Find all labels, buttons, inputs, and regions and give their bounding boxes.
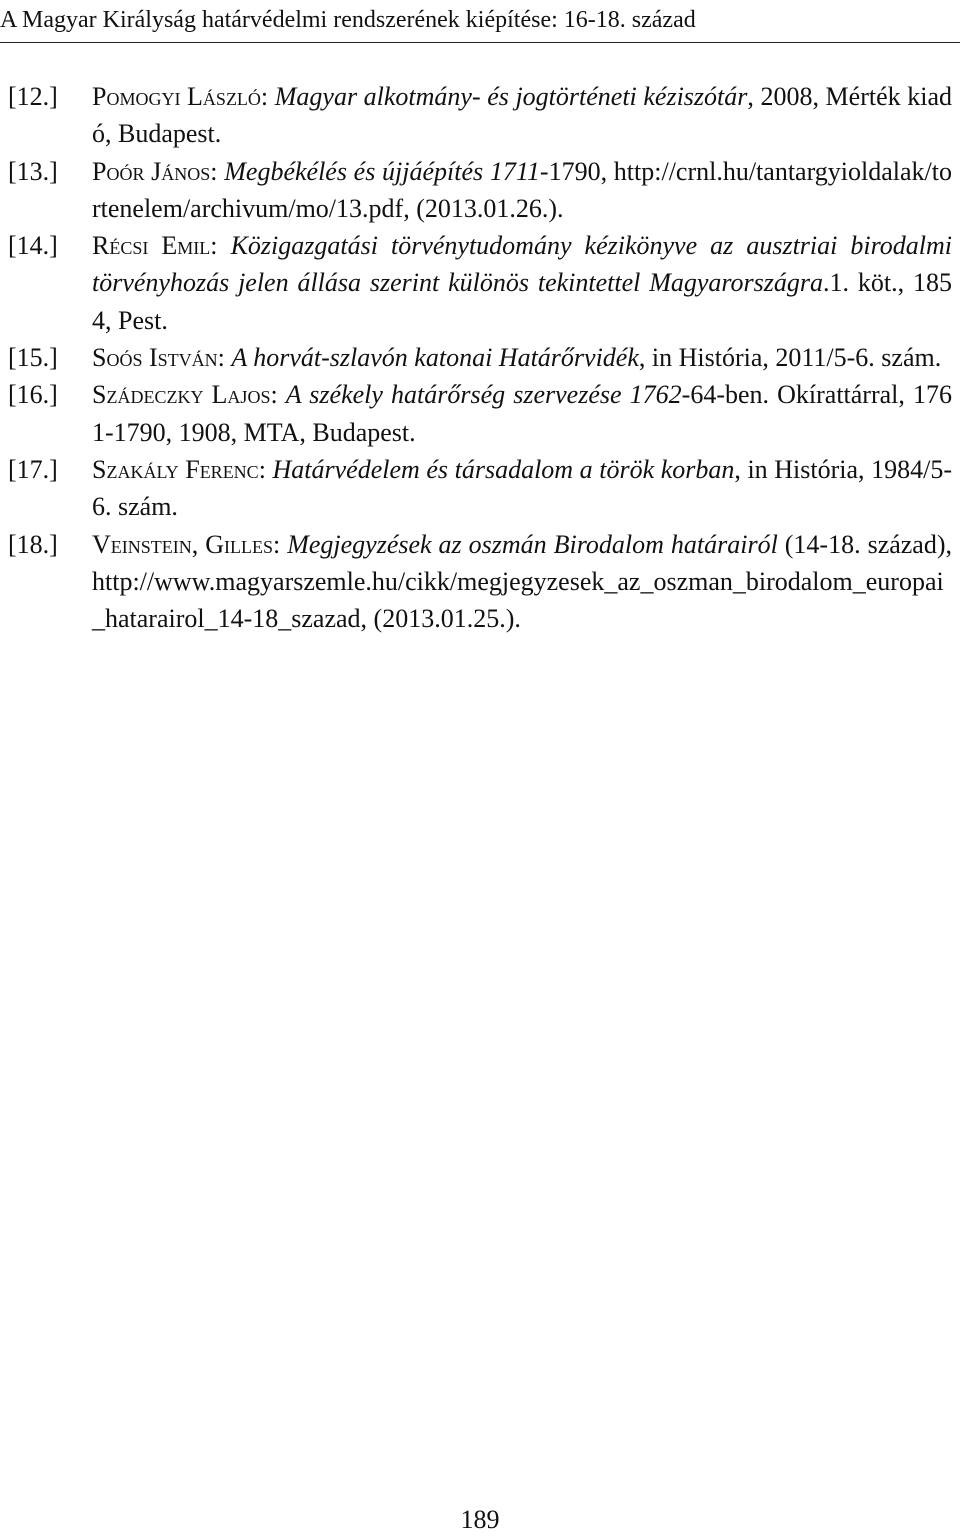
- reference-number: [15.]: [8, 343, 58, 373]
- reference-author: Szakály Ferenc:: [92, 454, 266, 484]
- reference-title: A horvát-szlavón katonai Határőrvidék: [231, 343, 639, 373]
- reference-number: [12.]: [8, 82, 58, 111]
- reference-item: [0, 78, 960, 153]
- reference-author: Pomogyi László:: [92, 82, 269, 111]
- reference-number: [14.]: [8, 231, 58, 261]
- reference-details: , 2008, Mérték kiadó, Budapest.: [92, 82, 952, 149]
- reference-item: [0, 526, 960, 638]
- reference-number: [16.]: [8, 380, 58, 410]
- reference-details: -64-ben. Okírattárral, 1761-1790, 1908, MTA, Budapest.: [92, 380, 952, 447]
- reference-item: [0, 451, 960, 526]
- reference-title: A székely határőrség szervezése 1762: [285, 380, 682, 410]
- reference-title: Magyar alkotmány- és jogtörténeti kéziszótár: [274, 82, 748, 111]
- reference-details: .1. köt., 1854, Pest.: [92, 268, 953, 335]
- reference-details: (14-18. század), http://www.magyarszemle.hu/cikk/megjegyzesek_az_oszman_birodalom_europai_hatarairol_14-18_szazad, (2013.01.25.).: [92, 529, 953, 634]
- reference-title: Megjegyzések az oszmán Birodalom határairól: [287, 529, 778, 559]
- reference-number: [13.]: [8, 156, 58, 186]
- page-number: 189: [460, 1505, 500, 1534]
- reference-title: Közigazgatási törvénytudomány kézikönyve az ausztriai birodalmi törvényhozás jelen állása szerint különös tekintettel Magyarországra: [92, 231, 953, 298]
- reference-author: Soós István:: [92, 343, 225, 373]
- reference-details: , in História, 1984/5-6. szám.: [92, 454, 952, 522]
- reference-author: Szádeczky Lajos:: [92, 380, 278, 410]
- reference-details: , in História, 2011/5-6. szám.: [638, 343, 942, 373]
- reference-item: [0, 227, 960, 339]
- reference-details: -1790, http://crnl.hu/tantargyioldalak/tortenelem/archivum/mo/13.pdf, (2013.01.26.).: [92, 156, 952, 223]
- reference-number: [18.]: [8, 529, 58, 559]
- reference-author: Veinstein, Gilles:: [92, 529, 281, 559]
- reference-number: [17.]: [8, 454, 58, 484]
- reference-title: Határvédelem és társadalom a török korban: [272, 454, 735, 484]
- reference-item: [0, 376, 960, 451]
- reference-author: Poór János:: [92, 156, 218, 186]
- running-header: A Magyar Királyság határvédelmi rendszerének kiépítése: 16-18. század: [0, 7, 696, 33]
- header-divider: [0, 42, 960, 43]
- reference-item: [0, 339, 960, 376]
- reference-list: [0, 78, 960, 637]
- reference-item: [0, 153, 960, 228]
- reference-author: Récsi Emil:: [92, 231, 218, 261]
- reference-title: Megbékélés és újjáépítés 1711: [224, 156, 540, 186]
